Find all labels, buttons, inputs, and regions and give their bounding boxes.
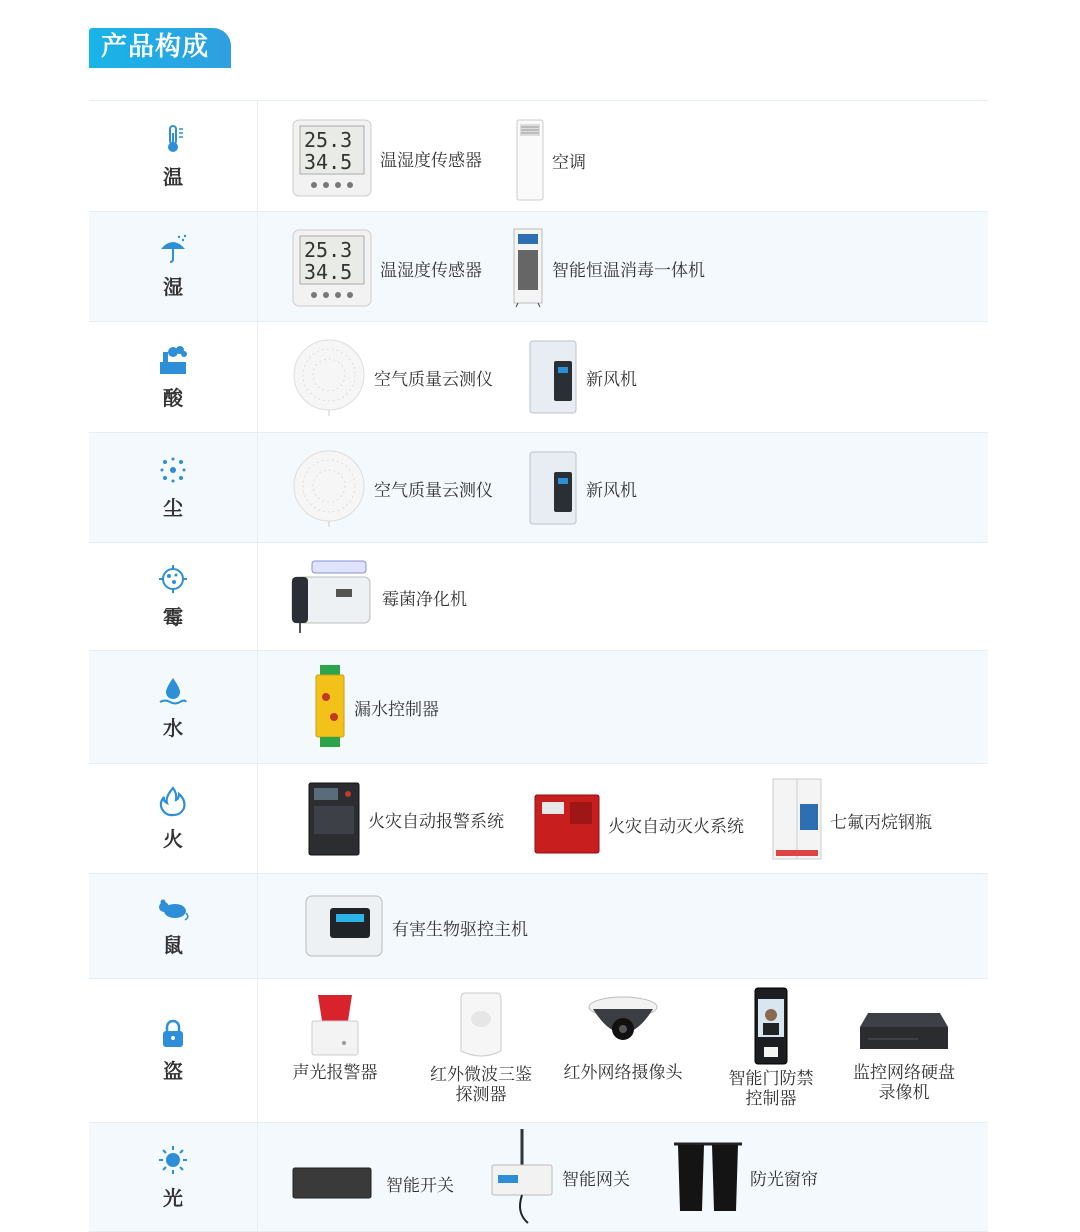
- factory-smoke-icon: [157, 344, 189, 376]
- category-label: 湿: [163, 275, 183, 299]
- product-name: 防光窗帘: [750, 1169, 818, 1190]
- category-cell: [89, 651, 258, 763]
- table-row: [89, 101, 988, 212]
- category-cell: [89, 322, 258, 432]
- table-row: [89, 322, 988, 433]
- water-drop-icon: [157, 674, 189, 706]
- product-name: 声光报警器: [292, 1063, 378, 1083]
- svg-text:34.5: 34.5: [304, 260, 353, 284]
- category-cell: [89, 979, 258, 1122]
- pest-control-host-image: [304, 894, 384, 960]
- product-name: 红外微波三鉴 探测器: [430, 1065, 532, 1105]
- blackout-curtain-image: [674, 1141, 742, 1213]
- fire-alarm-system-image: [308, 782, 360, 856]
- access-control-image: [754, 987, 788, 1065]
- mold-purifier-image: [290, 559, 374, 635]
- product-name: 空气质量云测仪: [374, 480, 493, 501]
- nvr-recorder-image: [858, 1009, 950, 1059]
- product-item: [534, 794, 744, 854]
- product-item: [292, 229, 482, 307]
- product-name: 新风机: [586, 369, 637, 390]
- product-name: 七氟丙烷钢瓶: [830, 812, 932, 833]
- product-name: 新风机: [586, 480, 637, 501]
- leak-controller-image: [314, 665, 346, 749]
- smart-gateway-image: [488, 1129, 554, 1225]
- product-item: [308, 782, 504, 856]
- product-item: [716, 987, 826, 1109]
- sensor-image: [292, 229, 372, 307]
- product-name: 监控网络硬盘 录像机: [853, 1063, 955, 1103]
- product-name: 温湿度传感器: [380, 150, 482, 171]
- product-name: 智能门防禁 控制器: [728, 1069, 814, 1109]
- product-item: [292, 449, 493, 527]
- product-item: [288, 991, 382, 1083]
- svg-text:25.3: 25.3: [304, 238, 353, 262]
- dome-camera-image: [585, 993, 661, 1059]
- product-name: 智能恒温消毒一体机: [552, 260, 705, 281]
- mold-spore-icon: [157, 563, 189, 595]
- product-table: [89, 100, 988, 1232]
- umbrella-rain-icon: [157, 233, 189, 265]
- table-row: [89, 543, 988, 651]
- product-name: 空调: [552, 152, 586, 173]
- category-label: 霉: [163, 605, 183, 629]
- flame-icon: [157, 785, 189, 817]
- product-name: 智能开关: [386, 1175, 454, 1196]
- product-item: [564, 993, 682, 1083]
- thermometer-icon: [157, 123, 189, 155]
- table-row: [89, 1123, 988, 1232]
- siren-alarm-image: [308, 991, 362, 1059]
- gas-cylinder-cabinet-image: [772, 778, 822, 862]
- lock-icon: [157, 1017, 189, 1049]
- table-row: [89, 979, 988, 1123]
- product-name: 有害生物驱控主机: [392, 919, 528, 940]
- category-cell: [89, 212, 258, 321]
- product-name: 漏水控制器: [354, 699, 439, 720]
- category-label: 水: [163, 715, 183, 740]
- svg-text:34.5: 34.5: [304, 150, 353, 174]
- product-item: [292, 119, 482, 197]
- disinfection-machine-image: [512, 228, 544, 308]
- category-cell: [89, 764, 258, 873]
- air-quality-monitor-image: [292, 449, 366, 527]
- category-label: 酸: [163, 385, 183, 410]
- product-name: 智能网关: [562, 1169, 630, 1190]
- smart-switch-image: [292, 1167, 372, 1199]
- product-item: [528, 450, 637, 526]
- fresh-air-unit-image: [528, 450, 578, 526]
- category-cell: [89, 543, 258, 650]
- table-row: [89, 764, 988, 874]
- product-item: [772, 778, 932, 862]
- category-label: 温: [163, 164, 183, 189]
- svg-text:25.3: 25.3: [304, 128, 353, 152]
- product-item: [314, 665, 439, 749]
- product-item: [292, 1167, 454, 1199]
- product-item: [304, 894, 528, 960]
- category-label: 鼠: [163, 932, 183, 957]
- rat-icon: [155, 895, 191, 923]
- sensor-image: [292, 119, 372, 197]
- table-row: [89, 212, 988, 322]
- product-item: [426, 989, 536, 1105]
- category-cell: [89, 874, 258, 978]
- product-name: 火灾自动灭火系统: [608, 816, 744, 837]
- category-label: 盗: [163, 1059, 183, 1083]
- product-name: 火灾自动报警系统: [368, 811, 504, 832]
- product-item: [528, 339, 637, 415]
- category-label: 火: [163, 827, 183, 851]
- table-row: [89, 874, 988, 979]
- section-title: 产品构成: [89, 28, 231, 68]
- product-item: [674, 1141, 818, 1213]
- product-item: [516, 119, 586, 201]
- category-label: 尘: [163, 496, 183, 520]
- air-quality-monitor-image: [292, 338, 366, 416]
- product-name: 霉菌净化机: [382, 589, 467, 610]
- product-item: [488, 1129, 630, 1225]
- category-cell: [89, 101, 258, 211]
- product-item: [512, 228, 705, 308]
- sun-icon: [157, 1144, 189, 1176]
- category-label: 光: [163, 1185, 183, 1210]
- category-cell: [89, 433, 258, 542]
- category-cell: [89, 1123, 258, 1231]
- product-item: [844, 1009, 964, 1103]
- dust-particles-icon: [157, 454, 189, 486]
- fresh-air-unit-image: [528, 339, 578, 415]
- product-item: [292, 338, 493, 416]
- product-name: 红外网络摄像头: [563, 1063, 683, 1083]
- table-row: [89, 651, 988, 764]
- fire-extinguishing-system-image: [534, 794, 600, 854]
- air-conditioner-image: [516, 119, 544, 201]
- product-item: [290, 559, 467, 635]
- table-row: [89, 433, 988, 543]
- motion-detector-image: [459, 989, 503, 1061]
- section-header: [89, 28, 231, 68]
- product-name: 温湿度传感器: [380, 260, 482, 281]
- product-name: 空气质量云测仪: [374, 369, 493, 390]
